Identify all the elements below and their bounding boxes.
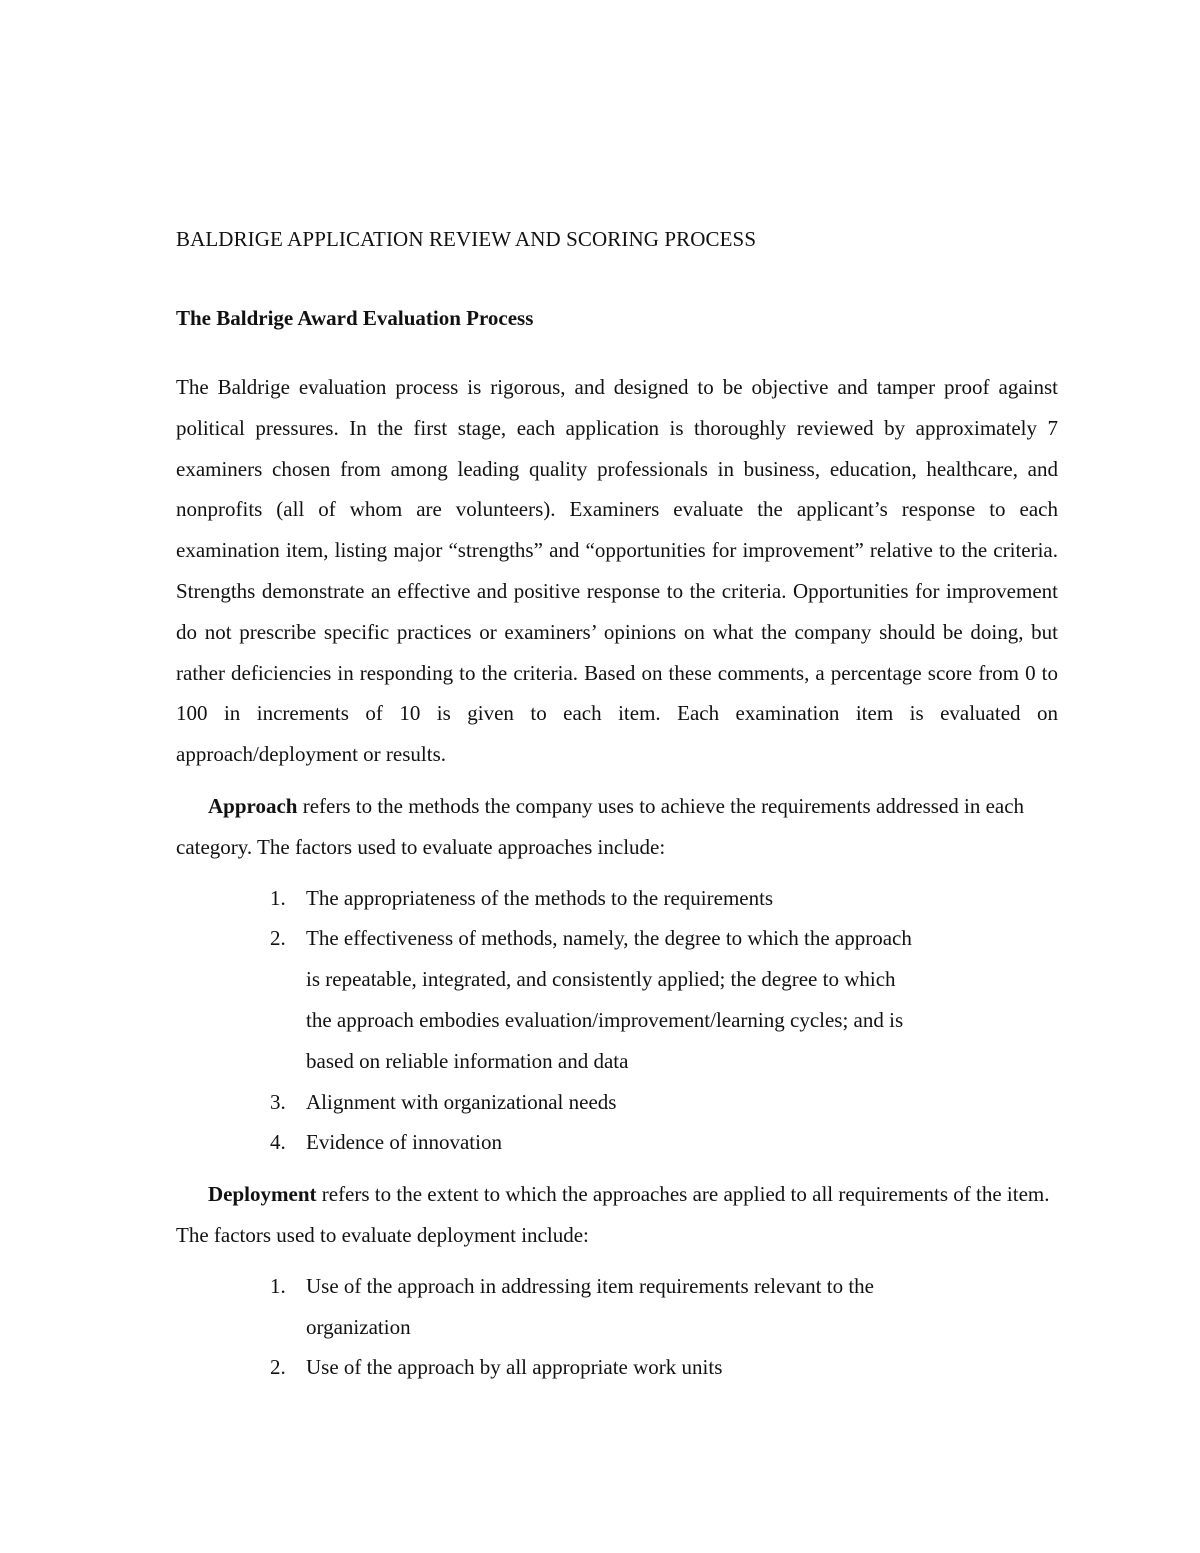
list-item-number: 2. — [270, 1355, 286, 1380]
approach-factors-list — [176, 878, 1058, 1164]
section-heading: The Baldrige Award Evaluation Process — [176, 306, 534, 330]
list-item-number: 4. — [270, 1130, 286, 1155]
approach-term: Approach — [208, 793, 298, 818]
deployment-description: refers to the extent to which the approaches are applied to all requirements of the item. The factors used to evaluate deployment include: — [176, 1182, 1050, 1247]
list-item-number: 2. — [270, 926, 286, 951]
list-item — [176, 1266, 926, 1348]
list-item-text: The appropriateness of the methods to the requirements — [306, 885, 774, 910]
document-title: BALDRIGE APPLICATION REVIEW AND SCORING PROCESS — [176, 227, 757, 251]
list-item-text: Evidence of innovation — [306, 1130, 502, 1155]
list-item-text: Use of the approach in addressing item requirements relevant to the organization — [306, 1273, 874, 1339]
list-item — [176, 918, 926, 1081]
list-item — [176, 878, 926, 919]
list-item-text: The effectiveness of methods, namely, the degree to which the approach is repeatable, integrated, and consistently applied; the degree to which the approach embodies evaluation/improvement/learning cycles; and is based on reliable information and data — [306, 926, 912, 1073]
list-item — [176, 1122, 926, 1163]
deployment-paragraph — [176, 1174, 1058, 1256]
list-item — [176, 1082, 926, 1123]
deployment-factors-list — [176, 1266, 1058, 1388]
deployment-term: Deployment — [208, 1182, 317, 1207]
list-item-number: 1. — [270, 1273, 286, 1298]
list-item-text: Alignment with organizational needs — [306, 1089, 617, 1114]
list-item-text: Use of the approach by all appropriate work units — [306, 1355, 723, 1380]
approach-description: refers to the methods the company uses to achieve the requirements addressed in each category. The factors used to evaluate approaches include: — [176, 793, 1025, 859]
list-item-number: 1. — [270, 885, 286, 910]
approach-paragraph — [176, 786, 1058, 868]
list-item-number: 3. — [270, 1089, 286, 1114]
intro-paragraph: The Baldrige evaluation process is rigorous, and designed to be objective and tamper proof against political pressures. In the first stage, each application is thoroughly reviewed by approximately 7 examiners chosen from among leading quality professionals in business, education, healthcare, and nonprofits (all of whom are volunteers). Examiners evaluate the applicant’s response to each examination item, listing major “strengths” and “opportunities for improvement” relative to the criteria. Strengths demonstrate an effective and positive response to the criteria. Opportunities for improvement do not prescribe specific practices or examiners’ opinions on what the company should be doing, but rather deficiencies in responding to the criteria. Based on these comments, a percentage score from 0 to 100 in increments of 10 is given to each item. Each examination item is evaluated on approach/deployment or results. — [176, 375, 1058, 767]
list-item — [176, 1347, 926, 1388]
document-content — [176, 222, 1058, 1388]
